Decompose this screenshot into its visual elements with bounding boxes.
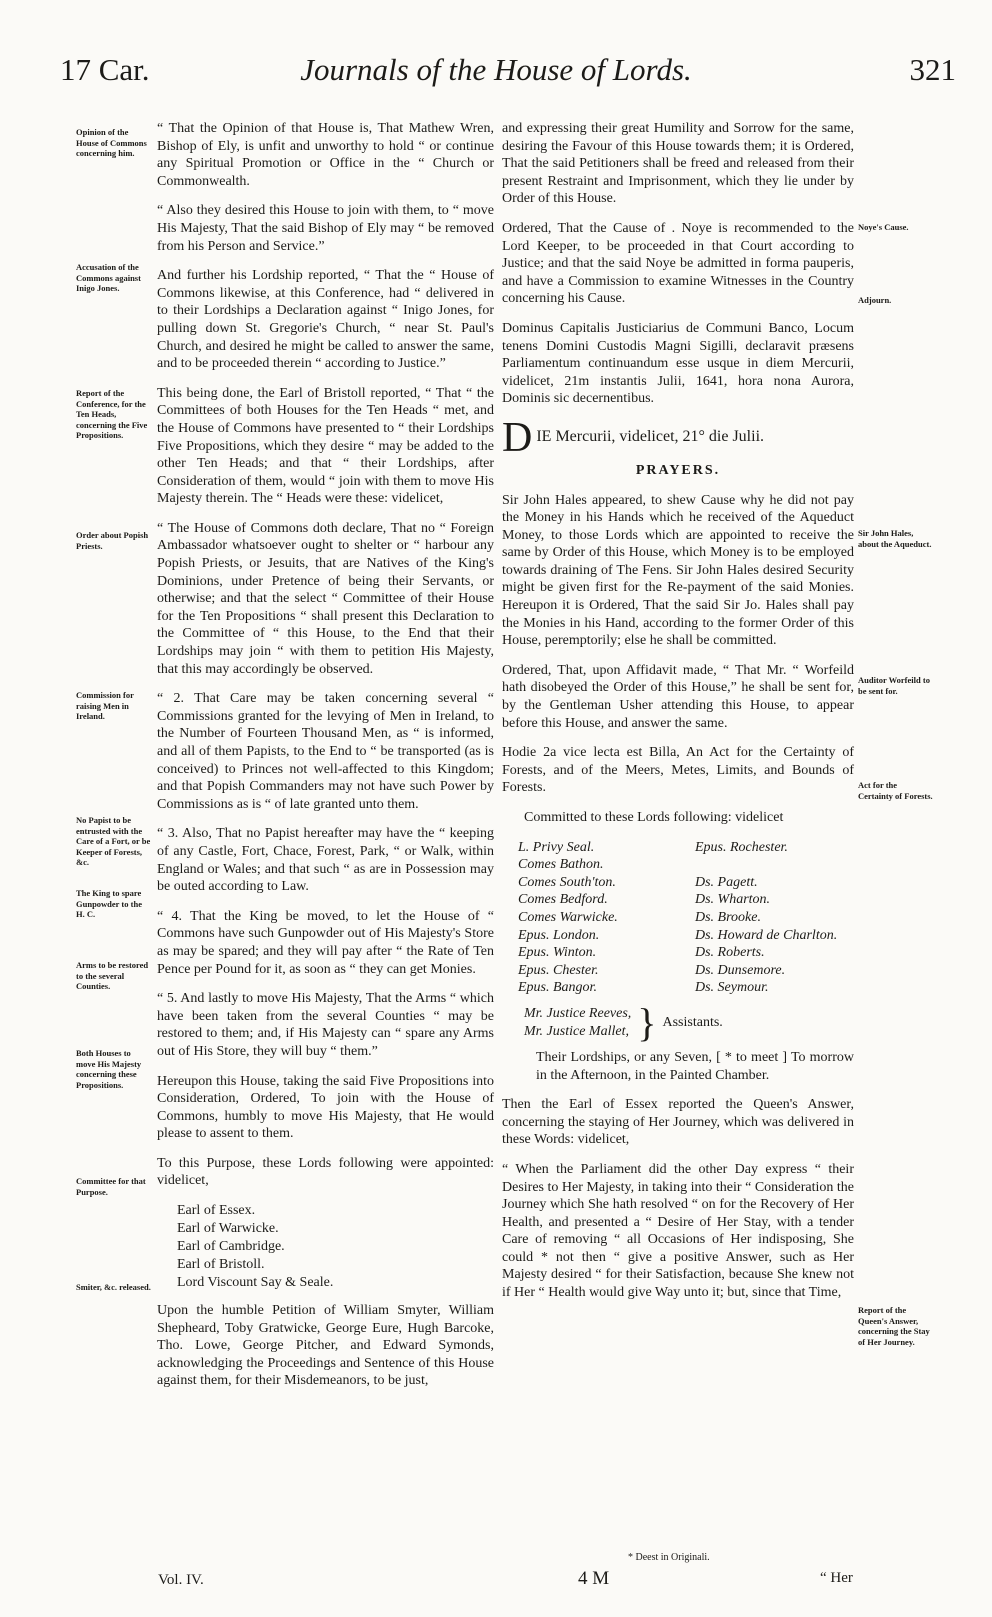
margin-note: Arms to be restored to the several Counties. (76, 960, 149, 991)
signature-mark: 4 M (578, 1568, 610, 1589)
lord: Comes Bedford. (518, 892, 608, 908)
brace-icon: } (637, 999, 657, 1045)
margin-note: Smiter, &c. released. (76, 1282, 151, 1292)
page-number: 321 (909, 52, 956, 87)
paragraph: Ordered, That the Cause of . Noye is recommended to the Lord Keeper, to be proceeded in that Court according to Justice; and that the said Noye be admitted in forma pauperis, and have a Commission to examine Witnesses in the Country concerning his Cause. (502, 220, 854, 307)
margin-note: Report of the Queen's Answer, concerning the Stay of Her Journey. (858, 1305, 930, 1347)
paragraph: Hodie 2a vice lecta est Billa, An Act for the Certainty of Forests, and of the Meers, Metes, Limits, and Bounds of Forests. (502, 745, 854, 796)
committee-member: Lord Viscount Say & Seale. (177, 1275, 334, 1291)
paragraph: “ 2. That Care may be taken concerning several “ Commissions granted for the levying of Men in Ireland, to the Number of Fourteen Thousand Men, as “ is informed, and all of them Papists, to the End to “ be transported (as is conceived) to Princes not well-affected to this Kingdom; and that Popish Commanders may not have such Power by Commissions as is “ of late granted unto them. (157, 691, 494, 812)
day-heading (502, 420, 854, 456)
paragraph: “ When the Parliament did the other Day express “ their Desires to Her Majesty, in taking into their “ Consideration the Journey which She hath resolved “ on for the Recovery of Her Health, and presented a “ Desire of Her Stay, with a tender Care of removing “ all Occasions of Her indisposing, She could * not then “ give a positive Answer, such as Her Majesty desired “ for their Satisfaction, because She knew not if Her “ Health would give Way unto it; but, since that Time, (502, 1161, 854, 1301)
lord: Epus. Rochester. (695, 839, 788, 855)
left-column (157, 120, 494, 1402)
page-header (0, 0, 992, 100)
lord: Epus. London. (518, 927, 600, 943)
committee-list (177, 1202, 494, 1292)
margin-note: Act for the Certainty of Forests. (858, 780, 933, 801)
lord: Comes Bathon. (518, 857, 604, 873)
lord: Ds. Pagett. (695, 874, 758, 890)
margin-note: Sir John Hales, about the Aqueduct. (858, 528, 932, 549)
margin-note: The King to spare Gunpowder to the H. C. (76, 888, 142, 919)
paragraph: This being done, the Earl of Bristoll reported, “ That “ the Committees of both Houses for the Ten Heads “ met, and the House of Commons have presented to “ their Lordships Five Propositions, which they desire “ may be added to the other Ten Heads; and that “ their Lordships, after Consideration of them, would “ join with them to move His Majesty therein. The “ Heads were these: videlicet, (157, 385, 494, 507)
lord: Ds. Dunsemore. (695, 962, 786, 978)
paragraph: “ Also they desired this House to join with them, to “ move His Majesty, That the said Bishop of Ely may “ be removed from his Person and Service.” (157, 203, 494, 254)
assistants-block (524, 999, 854, 1045)
margin-note: Both Houses to move His Majesty concerning these Propositions. (76, 1048, 142, 1090)
margin-note: Committee for that Purpose. (76, 1176, 146, 1197)
margin-note: Order about Popish Priests. (76, 530, 149, 551)
margin-note: Commission for raising Men in Ireland. (76, 690, 134, 721)
margin-note: Accusation of the Commons against Inigo Jones. (76, 262, 141, 293)
lord: Ds. Roberts. (695, 945, 765, 961)
day-title: IE Mercurii, videlicet, 21° die Julii. (536, 427, 765, 445)
lords-list (518, 839, 854, 997)
paragraph: Their Lordships, or any Seven, [ * to meet ] To morrow in the Afternoon, in the Painted Chamber. (536, 1049, 854, 1083)
lord: Ds. Wharton. (695, 892, 771, 908)
paragraph: Sir John Hales appeared, to shew Cause why he did not pay the Money in his Hands which he received of the Aqueduct Money, to those Lords which are appointed to receive the same by Order of this House, which Money is to be employed towards draining of The Fens. Sir John Hales desired Security might be given first for the Re-payment of the said Monies. Hereupon it is Ordered, That the said Sir Jo. Hales shall pay the Monies in his Hand, according to the former Order of this House, peremptorily; else he shall be committed. (502, 492, 854, 649)
committee-member: Earl of Warwicke. (177, 1221, 279, 1237)
margin-note: Noye's Cause. (858, 222, 909, 232)
paragraph: “ 3. Also, That no Papist hereafter may have the “ keeping of any Castle, Fort, Chace, Forest, Park, “ or Walk, within England or Wales; and that such “ as are in Possession may be outed according to Law. (157, 826, 494, 895)
paragraph: “ 4. That the King be moved, to let the House of “ Commons have such Gunpowder out of His Majesty's Store as may be spared; and they will pay after “ the Rate of Ten Pence per Pound for it, as soon as “ they can get Monies. (157, 908, 494, 977)
paragraph: To this Purpose, these Lords following were appointed: videlicet, (157, 1155, 494, 1189)
committee-member: Earl of Bristoll. (177, 1257, 265, 1273)
lord: Ds. Seymour. (695, 980, 769, 996)
margin-note: Opinion of the House of Commons concerning him. (76, 127, 147, 158)
volume-label: Vol. IV. (158, 1572, 204, 1588)
paragraph: “ 5. And lastly to move His Majesty, That the Arms “ which have been taken from the several Counties “ may be restored to them; and, if His Majesty can “ spare any Arms out of His Store, they will buy “ them.” (157, 991, 494, 1059)
paragraph: and expressing their great Humility and Sorrow for the same, desiring the Favour of this House towards them; it is Ordered, That the said Petitioners shall be freed and released from their present Restraint and Imprisonment, which they lie under by Order of this House. (502, 121, 854, 207)
right-column (502, 120, 854, 1314)
committee-member: Earl of Cambridge. (177, 1239, 285, 1255)
paragraph: And further his Lordship reported, “ That the “ House of Commons likewise, at this Conference, had “ delivered in to their Lordships a Declaration against “ Inigo Jones, for pulling down St. Gregorie's Church, “ near St. Paul's Church, and desired he might be called to answer the same, and to be proceeded therein “ according to Justice.” (157, 268, 494, 372)
committee-member: Earl of Essex. (177, 1203, 256, 1219)
paragraph: Committed to these Lords following: videlicet (524, 810, 784, 825)
paragraph: “ That the Opinion of that House is, That Mathew Wren, Bishop of Ely, is unfit and unworthy to hold “ or continue any Spiritual Promotion or Office in the “ Church or Commonwealth. (157, 121, 494, 189)
prayers-heading: PRAYERS. (635, 462, 721, 478)
regnal-year: 17 Car. (60, 52, 150, 87)
lord: Comes South'ton. (518, 874, 616, 890)
assistant: Mr. Justice Mallet, (524, 1023, 629, 1039)
paragraph: Upon the humble Petition of William Smyter, William Shepheard, Toby Gratwicke, George Eure, Hugh Barcoke, Tho. Lowe, George Pitcher, and Edward Symonds, acknowledging the Proceedings and Sentence of this House against them, for their Misdemeanors, to be just, (157, 1303, 494, 1389)
margin-note: Auditor Worfeild to be sent for. (858, 675, 930, 696)
lord: Ds. Brooke. (695, 909, 761, 925)
running-title: Journals of the House of Lords. (300, 52, 692, 87)
lord: Epus. Winton. (518, 945, 597, 961)
assistant: Mr. Justice Reeves, (524, 1006, 632, 1022)
paragraph: Then the Earl of Essex reported the Queen's Answer, concerning the staying of Her Journey, which was delivered in these Words: videlicet, (502, 1097, 854, 1148)
paragraph: Dominus Capitalis Justiciarius de Communi Banco, Locum tenens Domini Custodis Magni Sigilli, declaravit præsens Parliamentum continuandum esse usque in diem Mercurii, videlicet, 21m instantis Julii, 1641, hora nona Aurora, Dominis sic decernentibus. (502, 320, 854, 407)
lord: Epus. Bangor. (518, 980, 597, 996)
paragraph: Hereupon this House, taking the said Five Propositions into Consideration, Ordered, To join with the House of Commons, humbly to move His Majesty, that He would please to assent to them. (157, 1073, 494, 1142)
margin-note: Report of the Conference, for the Ten Heads, concerning the Five Propositions. (76, 388, 148, 440)
lord: Ds. Howard de Charlton. (695, 927, 838, 943)
paragraph: Ordered, That, upon Affidavit made, “ That Mr. “ Worfeild hath disobeyed the Order of this House,” he shall be sent for, by the Gentleman Usher attending this House, to appear before this House, and answer the same. (502, 662, 854, 731)
footnote: * Deest in Originali. (628, 1552, 710, 1563)
margin-note: Adjourn. (858, 295, 892, 305)
lord: Comes Warwicke. (518, 909, 618, 925)
lord: L. Privy Seal. (518, 839, 595, 855)
paragraph: “ The House of Commons doth declare, That no “ Foreign Ambassador whatsoever ought to shelter or “ harbour any Popish Priests, or Jesuits, that are Natives of the King's Dominions, under Pretence of being their Servants, or otherwise; and that the select “ Committee of their House for the Ten Propositions “ shall present this Declaration to the Committee of “ this House, to the End that their Lordships may join “ with them to petition His Majesty, that this may accordingly be observed. (157, 520, 494, 677)
lord: Epus. Chester. (518, 962, 599, 978)
drop-cap: D (502, 419, 533, 456)
margin-note: No Papist to be entrusted with the Care of a Fort, or be Keeper of Forests, &c. (76, 815, 151, 867)
assistants-label: Assistants. (662, 1015, 723, 1031)
lord (695, 856, 854, 874)
catchword: “ Her (820, 1570, 853, 1586)
